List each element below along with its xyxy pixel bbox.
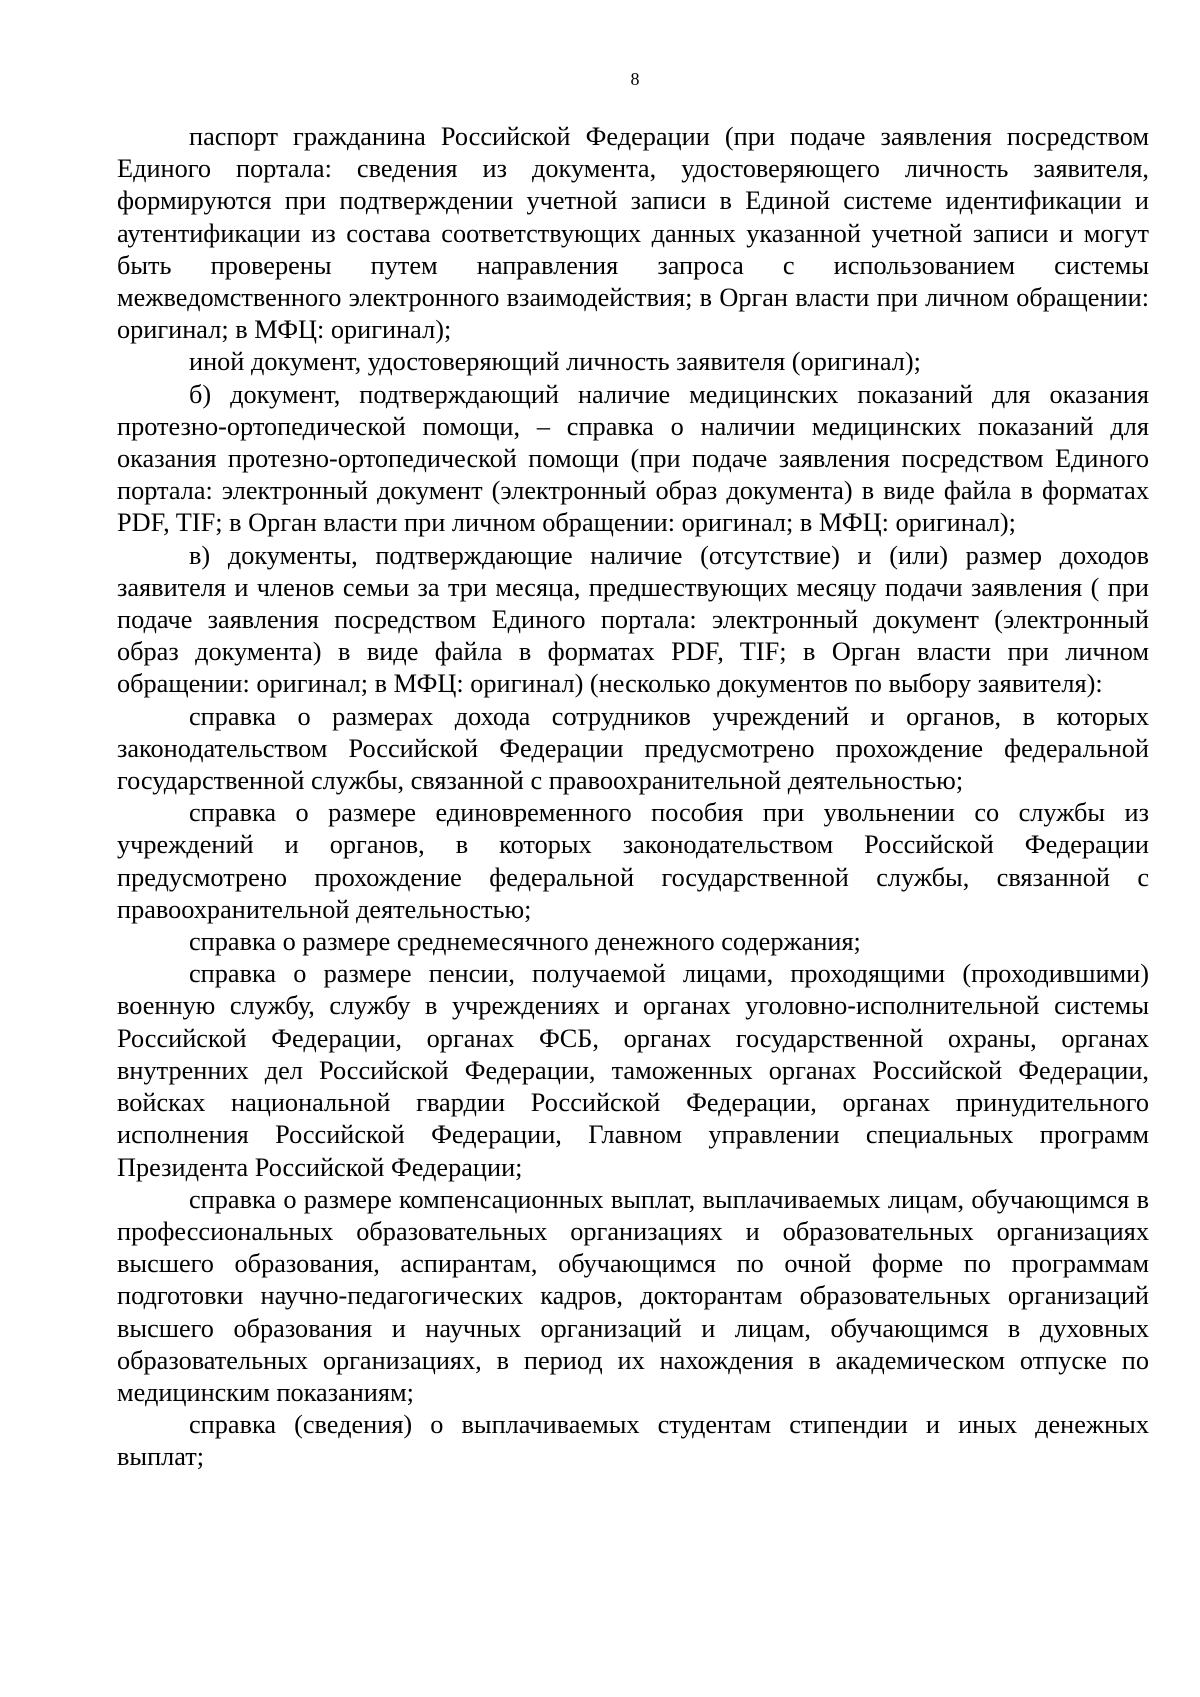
- document-body: [117, 121, 1149, 1474]
- page-number: 8: [630, 69, 640, 89]
- paragraph-student-stipend-certificate: справка (сведения) о выплачиваемых студентам стипендии и иных денежных выплат;: [117, 1410, 1149, 1472]
- paragraph-severance-allowance-certificate: справка о размере единовременного пособия при увольнении со службы из учреждений и органов, в которых законодательством Российской Федерации предусмотрено прохождение федеральной государственной службы, связанной с правоохранительной деятельностью;: [117, 798, 1149, 924]
- paragraph-pension-certificate: справка о размере пенсии, получаемой лицами, проходящими (проходившими) военную службу, службу в учреждениях и органах уголовно-исполнительной системы Российской Федерации, органах ФСБ, органах государственной охраны, органах внутренних дел Российской Федерации, таможенных органах Российской Федерации, войсках национальной гвардии Российской Федерации, органах принудительного исполнения Российской Федерации, Главном управлении специальных программ Президента Российской Федерации;: [117, 959, 1149, 1182]
- paragraph-passport: паспорт гражданина Российской Федерации (при подаче заявления посредством Единого портала: сведения из документа, удостоверяющего личность заявителя, формируются при подтверждении учетной записи в Единой системе идентификации и аутентификации из состава соответствующих данных указанной учетной записи и могут быть проверены путем направления запроса с использованием системы межведомственного электронного взаимодействия; в Орган власти при личном обращении: оригинал; в МФЦ: оригинал);: [117, 122, 1149, 345]
- paragraph-compensation-payments-certificate: справка о размере компенсационных выплат, выплачиваемых лицам, обучающимся в профессиональных образовательных организациях и образовательных организациях высшего образования, аспирантам, обучающимся по очной форме по программам подготовки научно-педагогических кадров, докторантам образовательных организаций высшего образования и научных организаций и лицам, обучающимся в духовных образовательных организациях, в период их нахождения в академическом отпуске по медицинским показаниям;: [117, 1184, 1149, 1407]
- paragraph-medical-indications: б) документ, подтверждающий наличие медицинских показаний для оказания протезно-ортопедической помощи, – справка о наличии медицинских показаний для оказания протезно-ортопедической помощи (при подаче заявления посредством Единого портала: электронный документ (электронный образ документа) в виде файла в форматах PDF, TIF; в Орган власти при личном обращении: оригинал; в МФЦ: оригинал);: [117, 379, 1149, 538]
- paragraph-average-monthly-pay-certificate: справка о размере среднемесячного денежного содержания;: [189, 927, 861, 957]
- paragraph-income-documents: в) документы, подтверждающие наличие (отсутствие) и (или) размер доходов заявителя и членов семьи за три месяца, предшествующих месяцу подачи заявления ( при подаче заявления посредством Единого портала: электронный документ (электронный образ документа) в виде файла в форматах PDF, TIF; в Орган власти при личном обращении: оригинал; в МФЦ: оригинал) (несколько документов по выбору заявителя):: [117, 540, 1149, 699]
- paragraph-other-identity-document: иной документ, удостоверяющий личность заявителя (оригинал);: [189, 347, 921, 377]
- paragraph-income-certificate-law-enforcement: справка о размерах дохода сотрудников учреждений и органов, в которых законодательством Российской Федерации предусмотрено прохождение федеральной государственной службы, связанной с правоохранительной деятельностью;: [117, 701, 1149, 796]
